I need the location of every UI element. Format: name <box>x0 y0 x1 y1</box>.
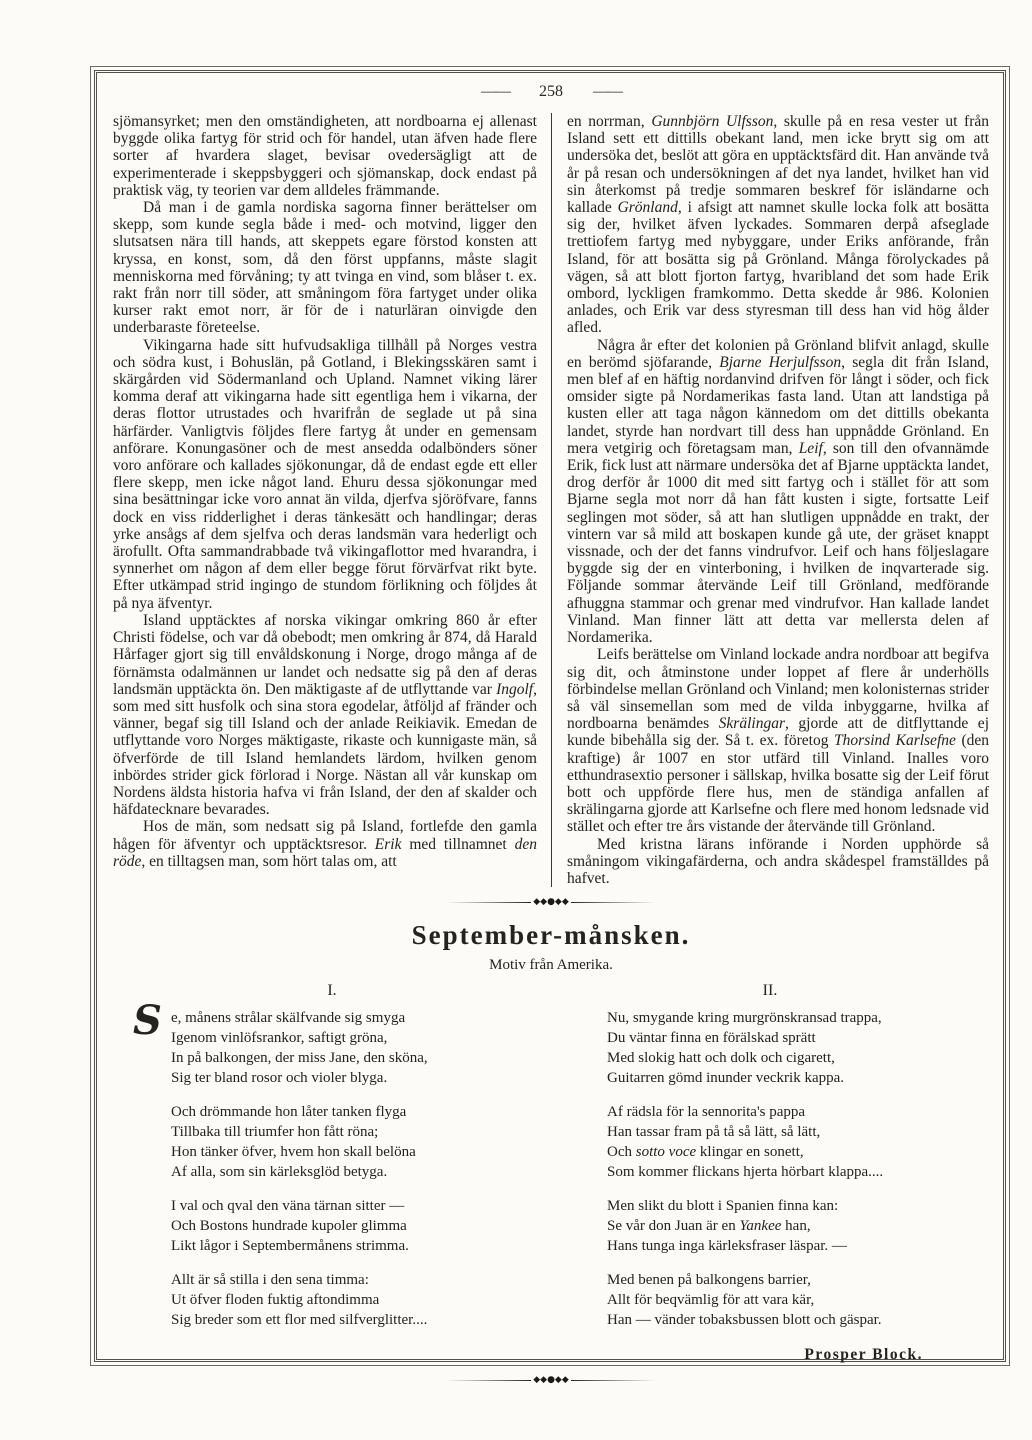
paragraph: Island upptäcktes af norska vikingar omkring 860 år efter Christi födelse, och var då obebodt; men omkring år 874, då Harald Hårfager gjort sig till envåldskonung i Norge, drogo många af de förnämsta odalmännen ur landet och nedsatte sig på den af deras landsmän upptäckta ön. Den mäktigaste af de utflyttande var Ingolf, som med sitt husfolk och sina stora egodelar, åtföljd af fränder och vänner, begaf sig till Island och der anlade Reikiavik. Emedan de utflyttande voro Norges mäktigaste, rikaste och kunnigaste män, så öfverförde de till Island hemlandets lärdom, hvilken genom inbördes strider gick förlorad i Norge. Nästan all vår kunskap om Nordens äldsta historia hafva vi från Island, der den af skalder och häfdatecknare bevarades. <box>113 611 537 819</box>
poem-line: Hon tänker öfver, hvem hon skall belöna <box>171 1144 416 1161</box>
poem-numeral-2: II. <box>762 982 778 1000</box>
poem-columns <box>113 982 989 1344</box>
poem-line: Guitarren gömd inunder veckrik kappa. <box>607 1070 845 1087</box>
poem-line: Och sotto voce klingar en sonett, <box>607 1144 804 1161</box>
poem-line: Med benen på balkongens barrier, <box>607 1272 811 1289</box>
paragraph: sjömansyrket; men den omständigheten, att nordboarna ej allenast byggde olika fartyg för strid och för handel, utan äfven hade flere sorter af hvardera slaget, bevisar ovedersägligt att de experimenterade i skeppsbyggeri och sjömanskap, dock endast på praktisk väg, ty teorien var dem alldeles främmande. <box>113 113 537 199</box>
poem-signature: Prosper Block. <box>804 1346 923 1364</box>
stanza <box>133 997 551 1088</box>
header-left-dash: —— <box>481 83 509 100</box>
divider-line-right <box>571 1380 656 1381</box>
poem-stanzas-1 <box>113 997 551 1330</box>
divider-line-left <box>446 902 531 903</box>
poem-line: Sig ter bland rosor och violer blyga. <box>171 1070 388 1087</box>
poem-line: Hans tunga inga kärleksfraser läspar. — <box>607 1238 847 1255</box>
poem-line: Han tassar fram på tå så lätt, så lätt, <box>607 1124 821 1141</box>
stanza <box>171 1270 551 1330</box>
divider-line-left <box>446 1380 531 1381</box>
poem-line: Af alla, som sin kärleksglöd betyga. <box>171 1164 388 1181</box>
header-right-dash: —— <box>593 83 621 100</box>
poem-subtitle: Motiv från Amerika. <box>489 957 613 974</box>
poem-numeral-1: I. <box>327 982 337 1000</box>
page-border-frame <box>94 70 1006 1385</box>
poem-line: Likt lågor i Septembermånens strimma. <box>171 1238 409 1255</box>
article-column-left <box>113 113 551 887</box>
drop-cap: S <box>133 997 162 1045</box>
paragraph: en norrman, Gunnbjörn Ulfsson, skulle på en resa vester ut från Island sett ett dittills obekant land, men icke brytt sig om att undersöka det, beslöt att göra en upptäcktsfärd dit. Han använde två år på resan och undersökningen af det nya landet, hvilket han vid sin återkomst på tredje sommaren beskref för isländarne och kallade Grönland, i afsigt att namnet skulle locka folk att bosätta sig der, hvilket äfven lyckades. Sommaren derpå afseglade trettiofem fartyg med nybyggare, under Eriks anförande, från Island, för att bosätta sig på Grönland. Många förolyckades på vägen, så att blott fjorton fartyg, hvaribland det som hade Erik ombord, lyckligen framkommo. Detta skedde år 986. Kolonien anlades, och Erik var dess styresman till dess han vid hög ålder afled. <box>567 113 989 337</box>
stanza <box>607 1270 989 1330</box>
stanza <box>607 1196 989 1256</box>
page-number: 258 <box>539 83 563 100</box>
article-column-right <box>551 113 989 887</box>
poem-line: Men slikt du blott i Spanien finna kan: <box>607 1198 839 1215</box>
poem-line: Han — vänder tobaksbussen blott och gäspar. <box>607 1312 882 1329</box>
poem-line: Nu, smygande kring murgrönskransad trappa, <box>607 1010 882 1027</box>
poem-line: Du väntar finna en förälskad sprätt <box>607 1030 816 1047</box>
page-header <box>113 81 989 103</box>
divider-ornament: ◆◆●◆◆ <box>533 1374 569 1385</box>
poem-column-1 <box>113 982 551 1344</box>
poem-line: Af rädsla för la sennorita's pappa <box>607 1104 806 1121</box>
poem-column-2 <box>551 982 989 1344</box>
paragraph: Leifs berättelse om Vinland lockade andra nordboar att begifva sig dit, och åtminstone under loppet af flere år underhölls förbindelse mellan Grönland och Vinland; men kolonisternas strider så väl sinsemellan som med de vilda inbyggarne, hvilka af nordboarna benämdes Skrälingar, gjorde att de ditflyttande ej kunde bibehålla sig der. Så t. ex. företog Thorsind Karlsefne (den kraftige) år 1007 en stor utfärd till Vinland. Inalles voro etthundrasextio personer i sällskap, hvilka bosatte sig der Leif förut bott och uppförde flere hus, men de ständiga anfallen af skrälingarna gjorde att Karlsefne och flere med honom ledsnade vid stället och efter tre års vistande der återvände till Grönland. <box>567 646 989 836</box>
poem-title: September-månsken. <box>411 920 691 951</box>
poem-line: Sig breder som ett flor med silfverglitter.... <box>171 1312 428 1329</box>
poem-line: Tillbaka till triumfer hon fått röna; <box>171 1124 379 1141</box>
paragraph: Vikingarna hade sitt hufvudsakliga tillhåll på Norges vestra och södra kust, i Bohuslän, på Gotland, i Blekingsskären samt i skärgården vid Södermanland och Upland. Namnet viking lärer komma deraf att vikingarna hade sitt egentliga hem i vikarna, der deras flottor utrustades och hvarifrån de seglade ut på sina härfärder. Vanligtvis följdes flere fartyg åt under en gemensam anförare. Konungasöner och de mest ansedda odalbönders söner voro anförare och kallades sjökonungar, då de endast egde ett eller flere skepp, men icke något land. Ehuru dessa sjökonungar med sina besättningar icke voro annat än vilda, djerfva sjöröfvare, fanns dock en viss ridderlighet i deras tänkesätt och handlingar; deras yrke ansågs af dem sjelfva och deras landsmän vara hederligt och ärofullt. Ofta sammandrabbade två vikingaflottor med hvarandra, i synnerhet om någon af dem eller begge förut förvärfvat rikt byte. Efter utkämpad strid ingingo de stundom förlikning och följdes åt på nya äfventyr. <box>113 336 537 612</box>
page-bottom-divider <box>446 1374 656 1386</box>
poem-line: Och drömmande hon låter tanken flyga <box>171 1104 407 1121</box>
paragraph: Då man i de gamla nordiska sagorna finner berättelser om skepp, som kunde segla både i med- och motvind, ligger den slutsatsen nära till hands, att skeppets egare förstod konsten att kryssa, en konst, som, då den först uppfanns, måste slagit menniskorna med förvåning; ty att tvinga en vind, som blåser t. ex. rakt från norr till söder, att småningom föra fartyget under olika kurser rakt emot norr, är för de i naturläran oinvigde den underbaraste företeelse. <box>113 199 537 337</box>
poem-line: I val och qval den väna tärnan sitter — <box>171 1198 405 1215</box>
poem-line: Ut öfver floden fuktig aftondimma <box>171 1292 380 1309</box>
poem-line: S e, månens strålar skälfvande sig smyga <box>133 997 406 1045</box>
divider-ornament: ◆◆●◆◆ <box>533 896 569 907</box>
article <box>113 113 989 887</box>
paragraph: Med kristna lärans införande i Norden upphörde så småningom vikingafärderna, och andra skådespel framställdes på hafvet. <box>567 835 989 887</box>
divider-line-right <box>571 902 656 903</box>
stanza <box>607 1102 989 1182</box>
poem-line: Allt för beqvämlig för att vara kär, <box>607 1292 815 1309</box>
poem-line: Som kommer flickans hjerta hörbart klappa.... <box>607 1164 884 1181</box>
stanza <box>607 1008 989 1088</box>
poem-line: Igenom vinlöfsrankor, saftigt gröna, <box>171 1030 388 1047</box>
poem-line: Allt är så stilla i den sena timma: <box>171 1272 369 1289</box>
poem-section <box>113 920 989 1364</box>
article-poem-divider <box>446 896 656 908</box>
poem-stanzas-2 <box>551 1008 989 1330</box>
paragraph: Hos de män, som nedsatt sig på Island, fortlefde den gamla hågen för äfventyr och upptäcktsresor. Erik med tillnamnet den röde, en tilltagsen man, som hört talas om, att <box>113 818 537 870</box>
poem-line: In på balkongen, der miss Jane, den sköna, <box>171 1050 428 1067</box>
paragraph: Några år efter det kolonien på Grönland blifvit anlagd, skulle en berömd sjöfarande, Bjarne Herjulfsson, segla dit från Island, men blef af en häftig nordanvind drifven för långt i söder, och fick omsider sigte på Nordamerikas fasta land. Utan att landstiga på kusten eller att taga någon kännedom om det dittills obekanta landet, styrde han nordvart till dess han uppnådde Grönland. En mera vetgirig och företagsam man, Leif, son till den ofvannämde Erik, fick lust att närmare undersöka det af Bjarne upptäckta landet, drog derför år 1000 dit med sitt fartyg och i stället för att som Bjarne segla mot norr då han fått kusten i sigte, fortsatte Leif seglingen mot söder, så att han slutligen uppnådde en trakt, der vintern var så mild att boskapen kunde gå ute, der gräset knappt vissnade, och der det fanns vindrufvor. Leif och hans följeslagare byggde sig der en vinterboning, i hvilken de inqvarterade sig. Följande sommar återvände Leif till Grönland, medförande afhuggna stammar och grenar med vindrufvor. Han kallade landet Vinland. Man finner lätt att detta var mellersta delen af Nordamerika. <box>567 336 990 647</box>
poem-line: Och Bostons hundrade kupoler glimma <box>171 1218 407 1235</box>
poem-line: Se vår don Juan är en Yankee han, <box>607 1218 811 1235</box>
stanza <box>171 1196 551 1256</box>
poem-line: Med slokig hatt och dolk och cigarett, <box>607 1050 835 1067</box>
stanza <box>171 1102 551 1182</box>
